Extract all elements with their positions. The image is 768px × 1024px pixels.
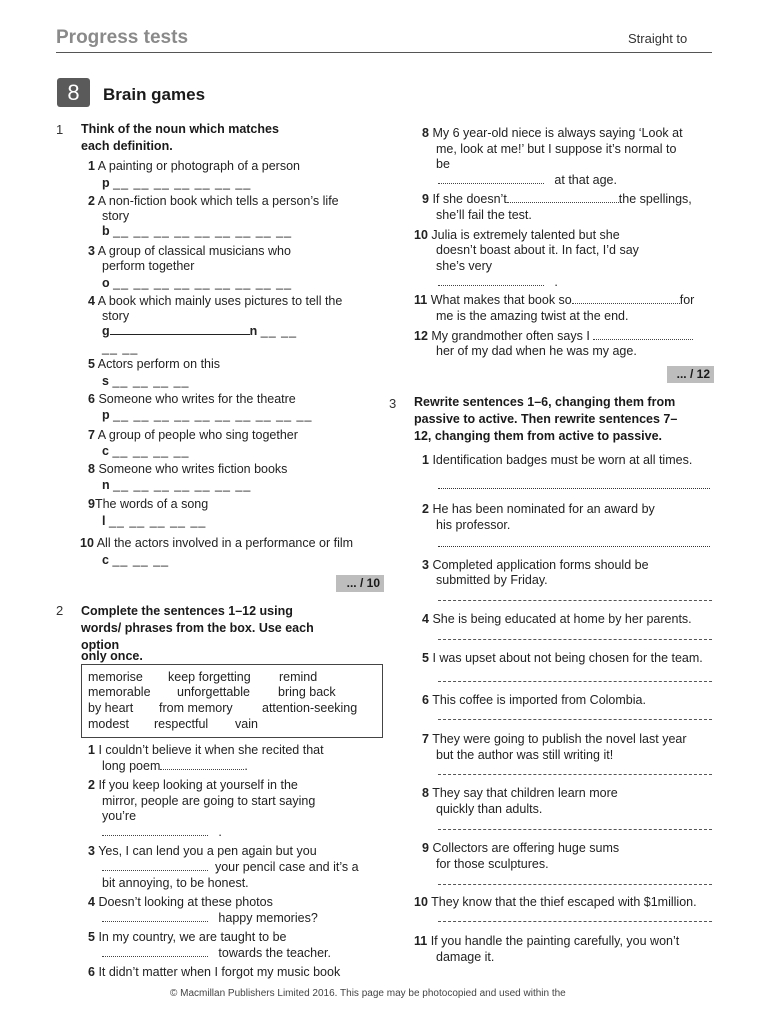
s1-item-6-answer[interactable]: p __ __ __ __ __ __ __ __ __ __	[102, 408, 313, 422]
unit-number-badge: 8	[57, 78, 90, 107]
section-2-number: 2	[56, 603, 64, 618]
s1-item-2-answer[interactable]: b __ __ __ __ __ __ __ __ __	[102, 224, 293, 238]
s3-item-3: 3 Completed application forms should be	[422, 558, 649, 572]
s3-item-4-answer-line[interactable]	[438, 639, 712, 640]
s3-item-9-line2: for those sculptures.	[436, 857, 549, 871]
s3-item-8: 8 They say that children learn more	[422, 786, 618, 800]
s1-item-6: 6 Someone who writes for the theatre	[88, 392, 296, 406]
s1-item-3-line2: perform together	[102, 259, 195, 273]
s3-item-1: 1 Identification badges must be worn at all times.	[422, 453, 693, 467]
s3-item-11: 11 If you handle the painting carefully, you won’t	[414, 934, 680, 948]
s1-item-2-line2: story	[102, 209, 130, 223]
s1-item-4: 4 A book which mainly uses pictures to tell the	[88, 294, 343, 308]
s3-item-2: 2 He has been nominated for an award by	[422, 502, 655, 516]
s3-item-6: 6 This coffee is imported from Colombia.	[422, 693, 646, 707]
s2-item-3-line3: bit annoying, to be honest.	[102, 876, 249, 890]
s3-item-5: 5 I was upset about not being chosen for the team.	[422, 651, 703, 665]
s2-item-4-line2[interactable]: happy memories?	[102, 910, 318, 926]
s3-item-11-line2: damage it.	[436, 950, 495, 964]
s2-item-11-line2: me is the amazing twist at the end.	[436, 309, 629, 323]
s2-item-8-line3: be	[436, 157, 450, 171]
s1-item-1: 1 A painting or photograph of a person	[88, 159, 300, 173]
s2-item-12-line2: her of my dad when he was my age.	[436, 344, 637, 358]
s1-item-5-answer[interactable]: s __ __ __ __	[102, 374, 190, 388]
s3-item-2-line2: his professor.	[436, 518, 511, 532]
s1-item-9-answer[interactable]: l __ __ __ __ __	[102, 514, 207, 528]
word-box-row-4: modest respectful vain	[88, 717, 258, 731]
s2-item-12[interactable]: 12 My grandmother often says I	[414, 328, 693, 344]
s3-item-7: 7 They were going to publish the novel last year	[422, 732, 687, 746]
s3-item-10-answer-line[interactable]	[438, 921, 712, 922]
s2-item-6: 6 It didn’t matter when I forgot my music book	[88, 965, 341, 979]
s2-item-5-line2[interactable]: towards the teacher.	[102, 945, 331, 961]
s2-item-10: 10 Julia is extremely talented but she	[414, 228, 620, 242]
s1-item-10: 10 All the actors involved in a performance or film	[80, 536, 354, 550]
s3-item-4: 4 She is being educated at home by her parents.	[422, 612, 692, 626]
header-right-label: Straight to	[628, 31, 688, 46]
section-3-instruction: Rewrite sentences 1–6, changing them from passive to active. Then rewrite sentences 7– 12, changing them from active to passive.	[414, 395, 678, 443]
s2-item-2-answer[interactable]: .	[102, 824, 222, 840]
section-1-score-box: ... / 10	[336, 575, 384, 592]
s2-item-2-line3: you’re	[102, 809, 137, 823]
section-1-instruction: Think of the noun which matches each definition.	[81, 122, 279, 153]
s1-item-10-answer[interactable]: c __ __ __	[102, 553, 170, 567]
s3-item-7-line2: but the author was still writing it!	[436, 748, 614, 762]
s2-item-10-answer[interactable]: .	[438, 274, 558, 290]
section-2-score-box: ... / 12	[667, 366, 714, 383]
s1-item-4-answer-cont[interactable]: __ __	[102, 341, 139, 355]
s2-item-2: 2 If you keep looking at yourself in the	[88, 778, 298, 792]
s3-item-9-answer-line[interactable]	[438, 884, 712, 885]
word-box-row-3: by heart from memory attention-seeking	[88, 701, 358, 715]
s2-item-9[interactable]: 9 If she doesn’t the spellings,	[422, 192, 692, 206]
s2-item-3: 3 Yes, I can lend you a pen again but you	[88, 844, 317, 858]
section-2-instruction: Complete the sentences 1–12 using words/ phrases from the box. Use each option only once.	[81, 604, 314, 663]
s3-item-1-answer-line[interactable]	[438, 488, 710, 489]
s3-item-7-answer-line[interactable]	[438, 774, 712, 775]
copyright-footer: © Macmillan Publishers Limited 2016. This page may be photocopied and used within the	[170, 988, 566, 999]
s2-item-1: 1 I couldn’t believe it when she recited that	[88, 743, 324, 757]
s3-item-5-answer-line[interactable]	[438, 681, 712, 682]
s2-item-1-line2[interactable]: long poem .	[102, 759, 248, 773]
unit-title: Brain games	[103, 85, 206, 104]
s1-item-7-answer[interactable]: c __ __ __ __	[102, 444, 190, 458]
s2-item-2-line2: mirror, people are going to start saying	[102, 794, 316, 808]
s1-item-8: 8 Someone who writes fiction books	[88, 462, 288, 476]
header-rule	[56, 52, 712, 53]
s3-item-9: 9 Collectors are offering huge sums	[422, 841, 620, 855]
page-header-title: Progress tests	[56, 27, 189, 48]
word-box-row-1: memorise keep forgetting remind	[88, 670, 318, 684]
s2-item-5: 5 In my country, we are taught to be	[88, 930, 287, 944]
s1-item-5: 5 Actors perform on this	[88, 357, 221, 371]
s1-item-8-answer[interactable]: n __ __ __ __ __ __ __	[102, 478, 252, 492]
word-box-row-2: memorable unforgettable bring back	[88, 685, 336, 699]
section-3-number: 3	[389, 396, 397, 411]
section-1-number: 1	[56, 122, 64, 137]
s1-item-9: 9The words of a song	[88, 497, 209, 511]
s3-item-10: 10 They know that the thief escaped with $1million.	[414, 895, 697, 909]
s1-item-4-line2: story	[102, 309, 130, 323]
s1-item-3-answer[interactable]: o __ __ __ __ __ __ __ __ __	[102, 276, 293, 290]
s1-item-7: 7 A group of people who sing together	[88, 428, 298, 442]
s2-item-8-answer[interactable]: at that age.	[438, 172, 617, 188]
s2-item-10-line2: doesn’t boast about it. In fact, I’d say	[436, 243, 639, 257]
s1-item-4-answer[interactable]: g n __ __	[102, 324, 298, 338]
s1-item-2: 2 A non-fiction book which tells a person’s life	[88, 194, 339, 208]
s3-item-3-line2: submitted by Friday.	[436, 573, 548, 587]
s3-item-6-answer-line[interactable]	[438, 719, 712, 720]
s2-item-3-line2[interactable]: your pencil case and it’s a	[102, 859, 359, 875]
s3-item-8-answer-line[interactable]	[438, 829, 712, 830]
s1-item-3: 3 A group of classical musicians who	[88, 244, 291, 258]
s3-item-2-answer-line[interactable]	[438, 546, 710, 547]
s3-item-3-answer-line[interactable]	[438, 600, 712, 601]
s2-item-9-line2: she’ll fail the test.	[436, 208, 532, 222]
s3-item-8-line2: quickly than adults.	[436, 802, 543, 816]
s2-item-8: 8 My 6 year-old niece is always saying ‘Look at	[422, 126, 683, 140]
s2-item-10-line3: she’s very	[436, 259, 493, 273]
s2-item-11[interactable]: 11 What makes that book so for	[414, 293, 695, 307]
s2-item-4: 4 Doesn’t looking at these photos	[88, 895, 273, 909]
s1-item-1-answer[interactable]: p __ __ __ __ __ __ __	[102, 176, 252, 190]
s2-item-8-line2: me, look at me!’ but I suppose it’s normal to	[436, 142, 677, 156]
